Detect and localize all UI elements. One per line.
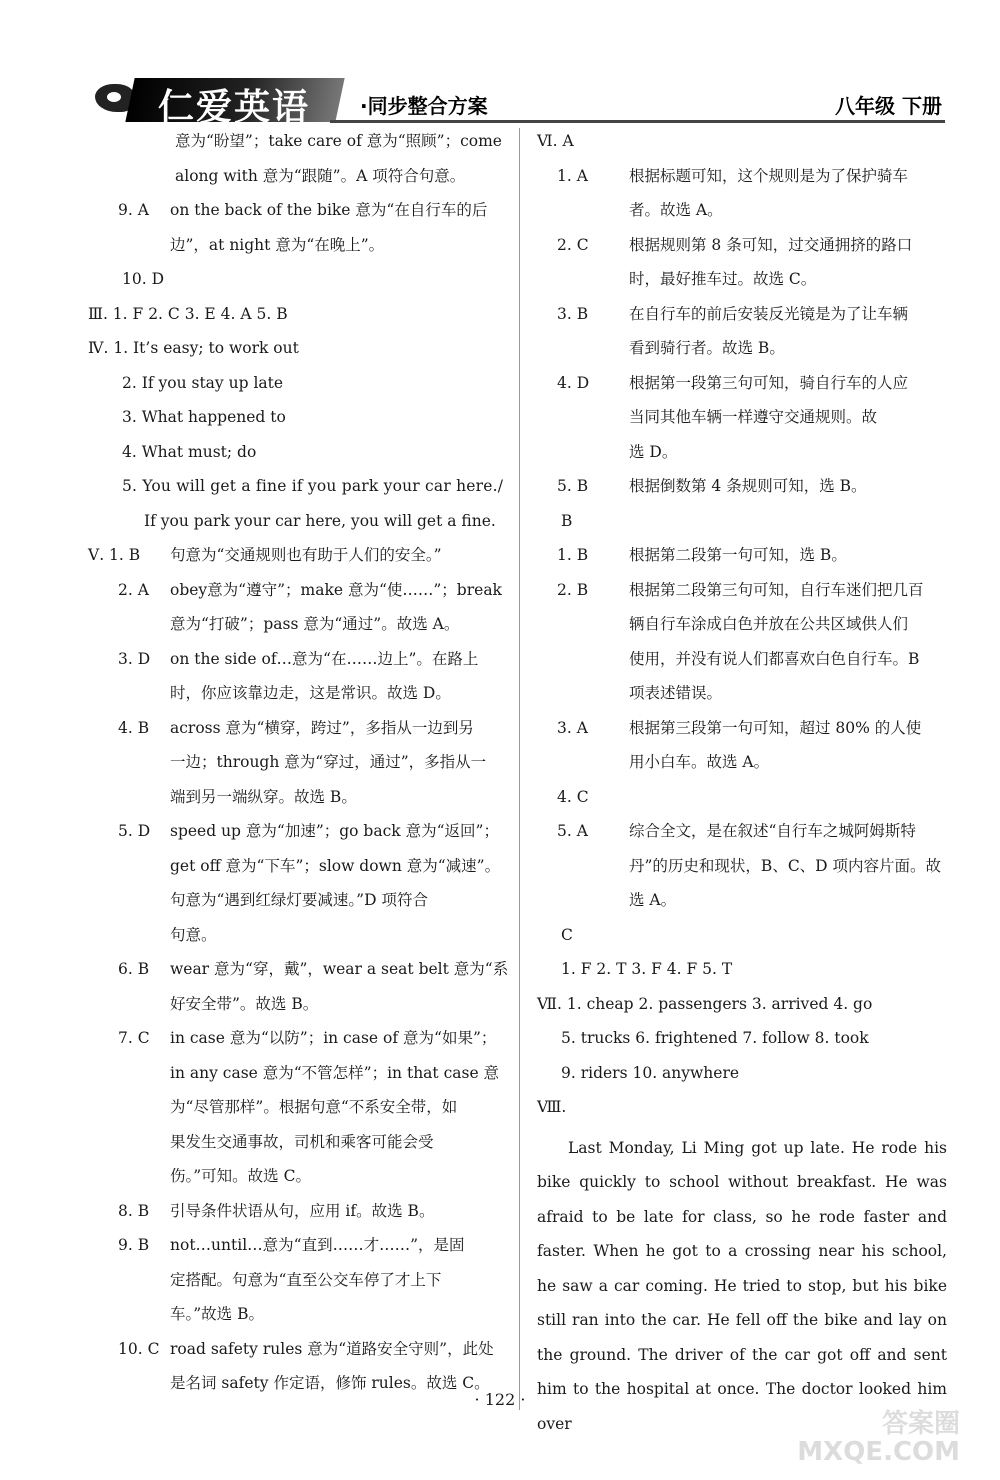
text-line: along with 意为“跟随”。A 项符合句意。: [175, 166, 466, 185]
explanation-line: 一边；through 意为“穿过，通过”，多指从一: [170, 753, 487, 771]
answer-number: 3. B: [557, 304, 589, 323]
answer-number: 5. A: [557, 822, 588, 840]
answer-number: 1. A: [557, 166, 588, 185]
answer-item: [88, 1021, 508, 1194]
sample-essay: Last Monday, Li Ming got up late. He rode his bike quickly to school without breakfast. He was afraid to be late for class, so he rode faster and faster. When he got to a crossing near his school, he saw a car coming. He tried to stop, but his bike still ran into the car. He fell off the bike and lay on the ground. The driver of the car got off and sent him to the hospital at once. The doctor looked him over: [537, 1138, 947, 1433]
explanation-line: 项表述错误。: [629, 684, 723, 702]
logo-title: 仁爱英语: [158, 87, 311, 128]
answer-item: [88, 952, 508, 1021]
answer-number: 4. B: [118, 718, 150, 737]
section-seven-item: 9. riders 10. anywhere: [561, 1063, 740, 1082]
explanation-line: 在自行车的前后安装反光镜是为了让车辆: [629, 304, 909, 323]
answer-number: 2. C: [557, 235, 589, 254]
answer-number: 5. B: [557, 477, 589, 495]
explanation-line: 定搭配。句意为“直至公交车停了才上下: [170, 1270, 442, 1289]
answer-number: 3. A: [557, 718, 588, 737]
explanation-line: 伤。”可知。故选 C。: [170, 1167, 311, 1185]
answer-item: [537, 228, 947, 297]
explanation-line: 使用，并没有说人们都喜欢白色自行车。B: [629, 649, 920, 668]
explanation-line: 根据第二段第三句可知，自行车迷们把几百: [629, 580, 924, 599]
right-column: [537, 124, 947, 1441]
left-column: [88, 124, 508, 1401]
site-watermark: [780, 1410, 960, 1470]
explanation-line: 句意为“遇到红绿灯要减速。”D 项符合: [170, 891, 428, 909]
explanation-line: on the back of the bike 意为“在自行车的后: [170, 201, 488, 219]
section-eight-heading: Ⅷ.: [537, 1098, 567, 1116]
explanation-line: 根据规则第 8 条可知，过交通拥挤的路口: [629, 235, 913, 254]
section-four-item: Ⅳ. 1. It’s easy; to work out: [88, 339, 299, 357]
answer-item: [537, 538, 947, 573]
answer-number: 6. B: [118, 960, 150, 978]
section-four-item: 3. What happened to: [122, 408, 286, 426]
explanation-line: 果发生交通事故，司机和乘客可能会受: [170, 1132, 434, 1151]
answer-item: [537, 814, 947, 918]
explanation-line: speed up 意为“加速”；go back 意为“返回”；: [170, 822, 499, 840]
explanation-line: 意为“打破”；pass 意为“通过”。故选 A。: [170, 615, 460, 633]
answer-item: [88, 642, 508, 711]
section-six-heading: Ⅵ. A: [537, 132, 574, 150]
answer-item: [88, 573, 508, 642]
explanation-line: 根据倒数第 4 条规则可知，选 B。: [629, 477, 867, 495]
explanation-line: 根据第一段第三句可知，骑自行车的人应: [629, 373, 909, 392]
explanation-line: get off 意为“下车”；slow down 意为“减速”。: [170, 856, 501, 875]
answer-item: [88, 711, 508, 815]
answer-number: 10. C: [118, 1339, 160, 1358]
explanation-line: road safety rules 意为“道路安全守则”，此处: [170, 1339, 494, 1358]
explanation-line: 选 D。: [629, 442, 678, 461]
answer-item: [537, 469, 947, 504]
explanation-line: 丹”的历史和现状，B、C、D 项内容片面。故: [629, 856, 942, 875]
text-line: 意为“盼望”；take care of 意为“照顾”；come: [175, 132, 502, 150]
answer-number: 4. D: [557, 373, 590, 392]
explanation-line: 根据第三段第一句可知，超过 80% 的人使: [629, 718, 922, 737]
answer-number: 8. B: [118, 1201, 150, 1220]
explanation-line: 用小白车。故选 A。: [629, 753, 770, 771]
section-four-item: 4. What must; do: [122, 442, 257, 461]
section-seven-item: Ⅶ. 1. cheap 2. passengers 3. arrived 4. go: [537, 994, 873, 1013]
explanation-line: 句意。: [170, 925, 217, 944]
explanation-line: 者。故选 A。: [629, 201, 723, 219]
grade-label: 八年级 下册: [835, 94, 942, 118]
explanation-line: on the side of…意为“在……边上”。在路上: [170, 649, 479, 668]
page-number: · 122 ·: [474, 1390, 526, 1409]
section-four-item: 2. If you stay up late: [122, 373, 284, 392]
column-divider: [519, 128, 520, 1410]
section-seven-item: 5. trucks 6. frightened 7. follow 8. took: [561, 1029, 869, 1047]
section-b-heading: B: [561, 511, 573, 530]
watermark-line: MXQE.COM: [797, 1437, 960, 1467]
answer-item: [88, 814, 508, 952]
explanation-line: across 意为“横穿，跨过”，多指从一边到另: [170, 718, 474, 737]
explanation-line: in any case 意为“不管怎样”；in that case 意: [170, 1063, 500, 1082]
answer-number: 1. B: [557, 546, 589, 564]
answer-item: [88, 1228, 508, 1332]
explanation-line: in case 意为“以防”；in case of 意为“如果”；: [170, 1029, 497, 1047]
answer-item: [537, 366, 947, 470]
answer-item: [537, 573, 947, 711]
explanation-line: 时，最好推车过。故选 C。: [629, 270, 817, 288]
explanation-line: not…until…意为“直到……才……”，是固: [170, 1236, 465, 1254]
answer-number: 5. D: [118, 822, 151, 840]
section-three-answers: Ⅲ. 1. F 2. C 3. E 4. A 5. B: [88, 304, 288, 323]
explanation-line: obey意为“遵守”；make 意为“使……”；break: [170, 580, 502, 599]
explanation-line: 端到另一端纵穿。故选 B。: [170, 787, 357, 806]
answer-number: 2. B: [557, 580, 589, 599]
explanation-line: 选 A。: [629, 891, 677, 909]
section-four-item: If you park your car here, you will get a fine.: [144, 511, 496, 530]
explanation-line: 边”，at night 意为“在晚上”。: [170, 235, 385, 254]
section-c-answers: 1. F 2. T 3. F 4. F 5. T: [561, 960, 733, 978]
explanation-line: 车。”故选 B。: [170, 1305, 264, 1323]
explanation-line: 是名词 safety 作定语，修饰 rules。故选 C。: [170, 1374, 490, 1392]
explanation-line: wear 意为“穿，戴”，wear a seat belt 意为“系: [170, 960, 509, 978]
answer-number: Ⅴ. 1. B: [88, 546, 141, 564]
answer-number: 7. C: [118, 1029, 150, 1047]
answer-number: 9. B: [118, 1236, 150, 1254]
answer-item: [88, 193, 508, 262]
explanation-line: 句意为“交通规则也有助于人们的安全。”: [170, 546, 442, 564]
section-c-heading: C: [561, 925, 573, 944]
page-header: [0, 0, 1000, 140]
answer-item: [537, 711, 947, 780]
explanation-line: 综合全文，是在叙述“自行车之城阿姆斯特: [629, 822, 916, 840]
answer-item: [537, 159, 947, 228]
book-subtitle: ·同步整合方案: [360, 94, 488, 118]
explanation-line: 辆自行车涂成白色并放在公共区域供人们: [629, 615, 909, 633]
answer-item: [88, 538, 508, 573]
explanation-line: 当同其他车辆一样遵守交通规则。故: [629, 408, 878, 426]
explanation-line: 根据标题可知，这个规则是为了保护骑车: [629, 166, 909, 185]
section-four-item: 5. You will get a fine if you park your car here./: [122, 477, 504, 495]
answer-number: 9. A: [118, 201, 149, 219]
explanation-line: 看到骑行者。故选 B。: [629, 339, 785, 357]
answer-number: 2. A: [118, 580, 149, 599]
answer-item: 4. C: [557, 787, 589, 806]
answer-number: 3. D: [118, 649, 151, 668]
explanation-line: 根据第二段第一句可知，选 B。: [629, 546, 847, 564]
answer-item: 10. D: [122, 270, 165, 288]
explanation-line: 引导条件状语从句，应用 if。故选 B。: [170, 1201, 435, 1220]
answer-item: [88, 1194, 508, 1229]
watermark-line: 答案圈: [881, 1409, 960, 1439]
header-rule: [330, 120, 945, 123]
explanation-line: 时，你应该靠边走，这是常识。故选 D。: [170, 684, 451, 702]
answer-item: [537, 297, 947, 366]
explanation-line: 好安全带”。故选 B。: [170, 994, 319, 1013]
explanation-line: 为“尽管那样”。根据句意“不系安全带，如: [170, 1098, 458, 1116]
